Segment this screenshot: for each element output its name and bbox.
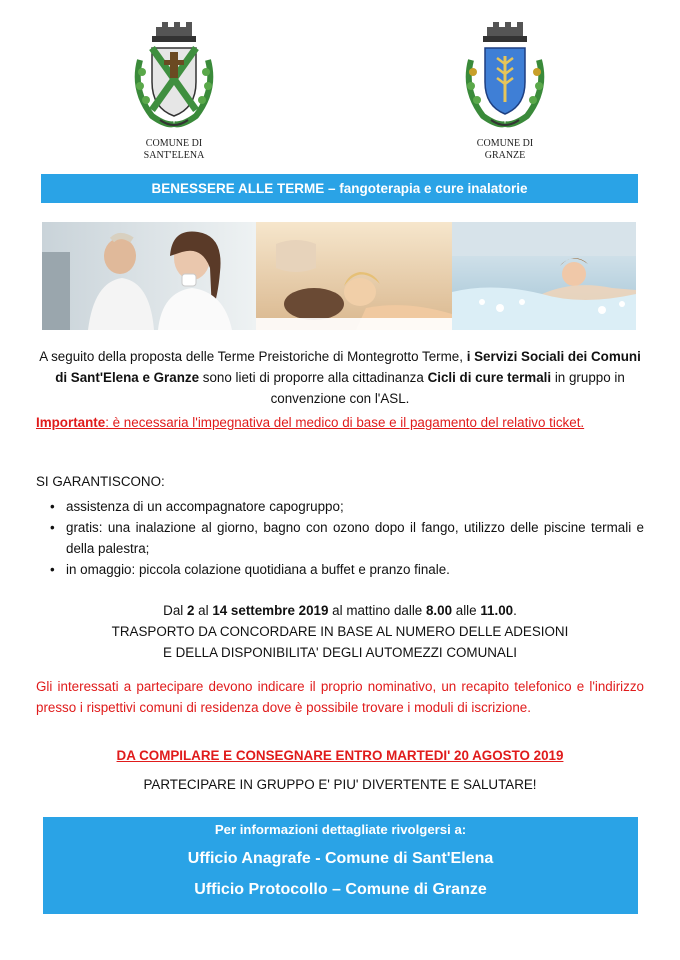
end-time: 11.00 xyxy=(480,603,514,618)
santelena-coat-of-arms-icon xyxy=(126,20,222,132)
list-item: • assistenza di un accompagnatore capogruppo; xyxy=(36,496,644,517)
photo-strip xyxy=(42,222,636,330)
page-title: BENESSERE ALLE TERME – fangoterapia e cure inalatorie xyxy=(151,181,528,196)
inhalation-therapy-photo xyxy=(42,222,256,330)
dates-text: al xyxy=(194,603,213,618)
dates-text: . xyxy=(513,603,517,618)
registration-instructions: Gli interessati a partecipare devono indicare il proprio nominativo, un recapito telefonico e l'indirizzo presso i rispettivi comuni di residenza dove è possibile trovare i moduli di iscrizione. xyxy=(36,679,644,715)
intro-paragraph xyxy=(36,346,644,409)
dates-line xyxy=(36,600,644,621)
important-notice xyxy=(36,412,644,433)
slogan: PARTECIPARE IN GRUPPO E' PIU' DIVERTENTE E SALUTARE! xyxy=(143,777,537,792)
office-anagrafe: Ufficio Anagrafe - Comune di Sant'Elena xyxy=(187,850,494,867)
start-day: 2 xyxy=(186,603,195,618)
important-text: : è necessaria l'impegnativa del medico di base e il pagamento del relativo ticket. xyxy=(105,415,585,430)
transport-line-1: TRASPORTO DA CONCORDARE IN BASE AL NUMERO DELLE ADESIONI xyxy=(111,624,569,639)
intro-bold-cure-cycles: Cicli di cure termali xyxy=(427,370,552,385)
intro-text-2: sono lieti di proporre alla cittadinanza xyxy=(199,370,428,385)
start-time: 8.00 xyxy=(425,603,453,618)
right-comune-line2: GRANZE xyxy=(484,150,526,161)
list-item: • in omaggio: piccola colazione quotidiana a buffet e pranzo finale. xyxy=(36,559,644,580)
granze-coat-of-arms-icon xyxy=(457,20,553,132)
left-comune-line2: SANT'ELENA xyxy=(143,150,205,161)
important-label: Importante xyxy=(36,415,106,430)
crest-granze xyxy=(455,20,555,162)
guarantees-heading: SI GARANTISCONO: xyxy=(36,474,165,489)
intro-bold-social-services: i Servizi Sociali dei Comuni di Sant'Elena e Granze xyxy=(55,349,641,385)
thermal-pool-photo xyxy=(452,222,636,330)
guarantees-list xyxy=(36,496,644,580)
right-comune-label xyxy=(455,138,555,162)
transport-line-2: E DELLA DISPONIBILITA' DEGLI AUTOMEZZI COMUNALI xyxy=(162,645,518,660)
left-comune-line1: COMUNE DI xyxy=(145,138,203,149)
title-banner xyxy=(41,174,638,203)
dates-text: al mattino dalle xyxy=(328,603,426,618)
info-box xyxy=(43,817,638,914)
right-comune-line1: COMUNE DI xyxy=(476,138,534,149)
end-date: 14 settembre 2019 xyxy=(212,603,329,618)
deadline-notice: DA COMPILARE E CONSEGNARE ENTRO MARTEDI' 20 AGOSTO 2019 xyxy=(116,748,564,763)
mud-therapy-photo xyxy=(256,222,452,330)
dates-text: Dal xyxy=(163,603,187,618)
left-comune-label xyxy=(124,138,224,162)
office-protocollo: Ufficio Protocollo – Comune di Granze xyxy=(194,881,487,898)
crest-santelena xyxy=(124,20,224,162)
info-intro: Per informazioni dettagliate rivolgersi a: xyxy=(214,822,467,837)
list-item: • gratis: una inalazione al giorno, bagno con ozono dopo il fango, utilizzo delle piscine termali e della palestra; xyxy=(36,517,644,559)
dates-text: alle xyxy=(452,603,481,618)
intro-text-1: A seguito della proposta delle Terme Preistoriche di Montegrotto Terme, xyxy=(39,349,467,364)
intro-text-3: in gruppo in convenzione con l'ASL. xyxy=(270,370,625,406)
dates-block xyxy=(36,600,644,663)
